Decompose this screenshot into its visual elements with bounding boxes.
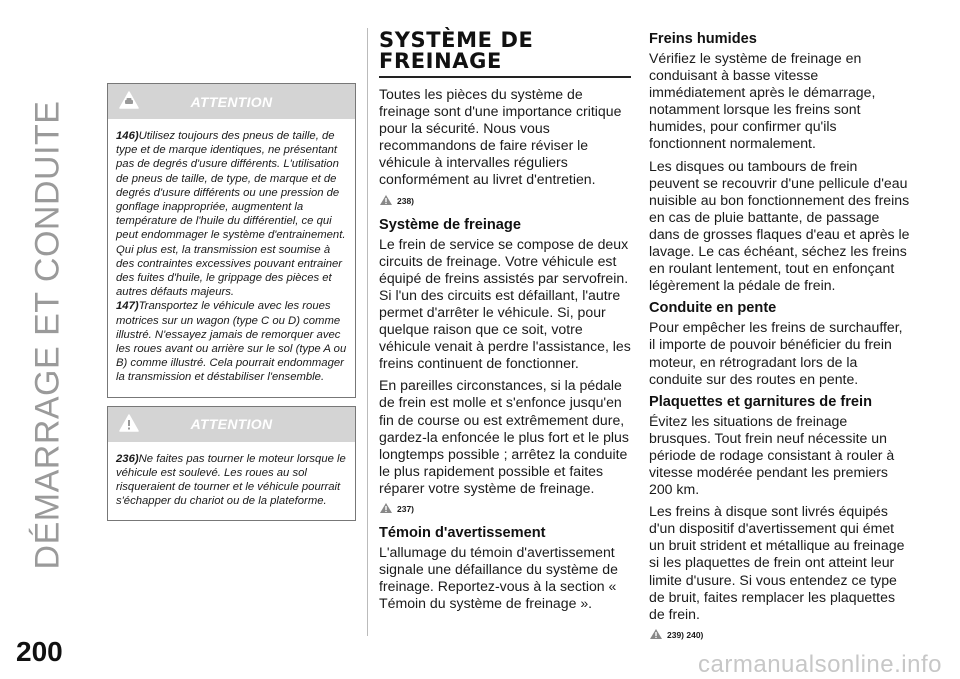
right-column bbox=[649, 30, 911, 650]
warning-title: ATTENTION bbox=[190, 416, 273, 433]
note-text: Transportez le véhicule avec les roues motrices sur un wagon (type C ou D) comme illustré. N'essayez jamais de remorquer avec les roues avant ou arrière sur le sol (type A ou B) comme illustré. Cela pourrait endommager la transmission et déstabiliser l'ensemble. bbox=[116, 300, 347, 384]
paragraph: Évitez les situations de freinage brusques. Tout frein neuf nécessite un période de rodage consistant à rouler à vitesse modérée pendant les premiers 200 km. bbox=[649, 412, 895, 498]
subheading-warning-lamp: Témoin d'avertissement bbox=[379, 524, 546, 541]
note-number: 146) bbox=[116, 130, 139, 142]
warning-triangle-icon bbox=[649, 628, 663, 640]
chapter-side-title: DÉMARRAGE ET CONDUITE bbox=[28, 100, 67, 570]
warnings-column bbox=[107, 83, 356, 521]
warning-body bbox=[108, 119, 355, 397]
exclamation-warning-icon bbox=[118, 413, 140, 433]
note-reference bbox=[379, 502, 631, 514]
note-reference bbox=[379, 194, 631, 206]
warning-title: ATTENTION bbox=[190, 93, 273, 110]
paragraph: Vérifiez le système de freinage en conduisant à basse vitesse immédiatement après le démarrage, notamment lorsque les freins sont humides, pour confirmer qu'ils fonctionnent normalement. bbox=[649, 50, 876, 152]
subheading-braking-system: Système de freinage bbox=[379, 216, 521, 233]
note-number: 147) bbox=[116, 300, 139, 313]
note-number: 236) bbox=[116, 452, 139, 465]
note-reference bbox=[649, 628, 911, 640]
warning-box-2 bbox=[107, 406, 356, 522]
paragraph: Le frein de service se compose de deux circuits de freinage. Votre véhicule est équipé de freins assistés par servofrein. Si l'un des circuits est défaillant, l'autre permet d'arrêter le véhicule. Si, pour quelque raison que ce soit, votre véhicule venait à perdre l'assistance, les freins continuent de fonctionner. bbox=[379, 235, 631, 372]
paragraph: Les freins à disque sont livrés équipés d'un dispositif d'avertissement qui émet un bruit strident et métallique au freinage si les plaquettes de frein ont atteint leur limite d'usure. Si vous entendez ce type de bruit, faites remplacer les plaquettes de frein. bbox=[649, 503, 905, 622]
note-text: Ne faites pas tourner le moteur lorsque le véhicule est soulevé. Les roues au sol risqueraient de tourner et le véhicule pourrait s'échapper du chariot ou de la plateforme. bbox=[116, 452, 346, 508]
warning-header bbox=[108, 84, 355, 119]
column-divider bbox=[367, 28, 368, 636]
warning-box-1 bbox=[107, 83, 356, 398]
subheading-wet-brakes: Freins humides bbox=[649, 31, 757, 47]
note-ref-number: 239) 240) bbox=[667, 629, 704, 640]
watermark: carmanualsonline.info bbox=[698, 651, 942, 678]
intro-paragraph: Toutes les pièces du système de freinage sont d'une importance critique pour la sécurité. Nous vous recommandons de faire réviser le véhicule à intervalles réguliers conformément au livret d'entretien. bbox=[379, 86, 622, 188]
note-ref-number: 238) bbox=[397, 195, 415, 206]
car-warning-icon bbox=[118, 90, 140, 110]
section-title-rule bbox=[379, 76, 631, 78]
warning-triangle-icon bbox=[379, 194, 393, 206]
paragraph: Pour empêcher les freins de surchauffer, il importe de pouvoir bénéficier du frein moteur, en rétrogradant lors de la conduite sur des routes en pente. bbox=[649, 319, 903, 387]
paragraph: Les disques ou tambours de frein peuvent se recouvrir d'une pellicule d'eau nuisible au bon fonctionnement des freins en cas de pluie battante, de passage dans de grosses flaques d'eau et après le lavage. Le cas échéant, séchez les freins en roulant lentement, tout en enfonçant légèrement la pédale de frein. bbox=[649, 157, 910, 294]
warning-triangle-icon bbox=[379, 502, 393, 514]
warning-header bbox=[108, 407, 355, 442]
page-number: 200 bbox=[16, 636, 63, 667]
note-ref-number: 237) bbox=[397, 503, 415, 514]
note-text: Utilisez toujours des pneus de taille, de type et de marque identiques, ne présentant pas de degrés d'usure différents. L'utilisation de pneus de taille, de type, de marque et de degrés d'usure différents ou une pression de gonflage inappropriée, augmentent la température de l'huile du différentiel, ce qui peut endommager le système d'entrainement. Qui plus est, la transmission est soumise à des contraintes excessives pouvant entrainer des fuites d'huile, le grippage des pièces et autres défauts majeurs. bbox=[116, 130, 346, 299]
main-column bbox=[379, 30, 631, 617]
paragraph: L'allumage du témoin d'avertissement signale une défaillance du système de freinage. Reportez-vous à la section « Témoin du système de freinage ». bbox=[379, 543, 618, 612]
section-title: SYSTÈME DE FREINAGE bbox=[379, 28, 534, 73]
subheading-pads: Plaquettes et garnitures de frein bbox=[649, 393, 873, 410]
warning-body bbox=[108, 442, 355, 521]
paragraph: En pareilles circonstances, si la pédale de frein est molle et s'enfonce jusqu'en fin de course ou est extrêmement dure, gardez-la enfoncée le plus fort et le plus longtemps possible ; arrêtez la conduite le plus rapidement possible et faites réparer votre système de freinage. bbox=[379, 377, 629, 496]
subheading-downhill: Conduite en pente bbox=[649, 300, 777, 317]
